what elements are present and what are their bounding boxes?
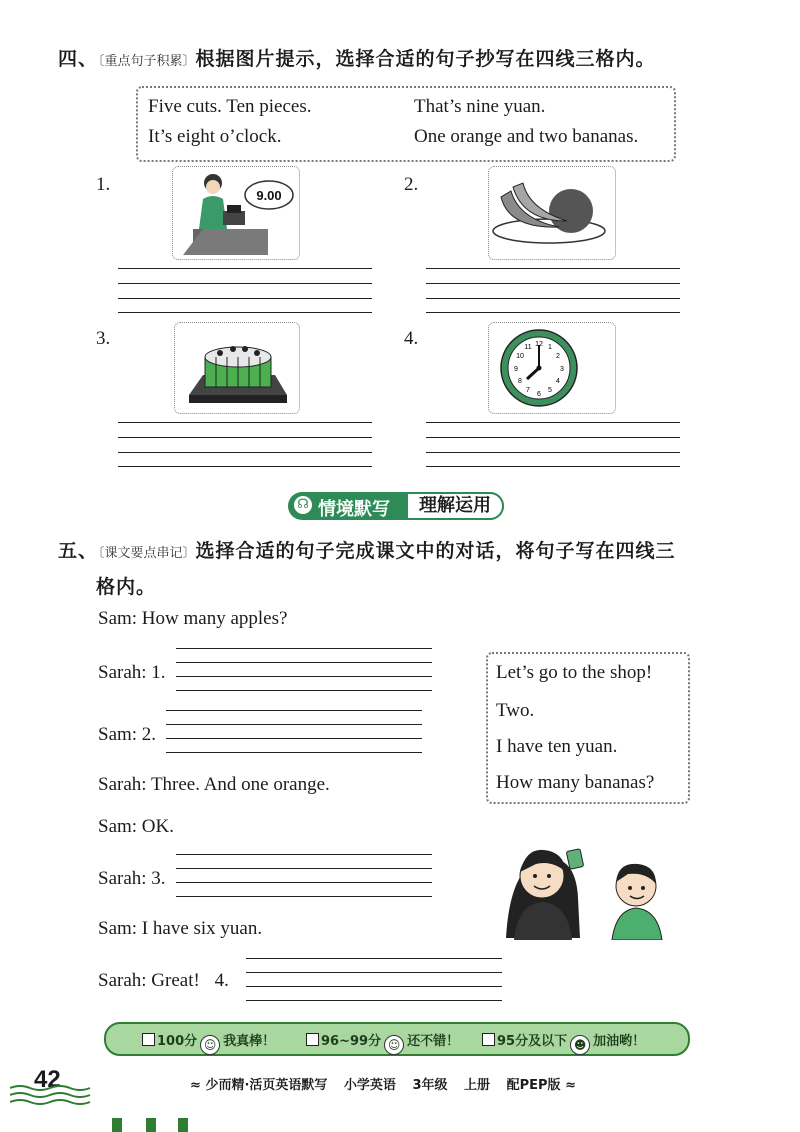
svg-text:9: 9 xyxy=(514,366,518,373)
svg-text:7: 7 xyxy=(526,387,530,394)
banner-left-text: 情境默写 xyxy=(318,499,390,520)
option-3: It’s eight o’clock. xyxy=(148,126,282,147)
edition: 配PEP版 xyxy=(506,1078,561,1093)
score-option-3[interactable] xyxy=(482,1030,645,1055)
dialogue-line-1: Sam: How many apples? xyxy=(98,608,288,629)
score-3-text: 加油哟！ xyxy=(593,1034,646,1049)
footer-info xyxy=(190,1074,576,1093)
score-checkbox-3[interactable] xyxy=(482,1033,495,1046)
binding-mark xyxy=(112,1118,122,1132)
dialogue-line-8-text: Sarah: Great! xyxy=(98,970,200,991)
dialogue-line-3: Sam: 2. xyxy=(98,724,157,745)
option-4: One orange and two bananas. xyxy=(414,126,639,147)
score-checkbox-1[interactable] xyxy=(142,1033,155,1046)
option-1: Five cuts. Ten pieces. xyxy=(148,96,312,117)
volume: 上册 xyxy=(464,1078,491,1093)
score-3-label: 95分及以下 xyxy=(497,1034,568,1049)
svg-text:4: 4 xyxy=(556,378,560,385)
item-4-number: 4. xyxy=(404,328,419,349)
page-number-block xyxy=(10,1066,96,1106)
section-banner xyxy=(288,492,504,520)
score-option-2[interactable] xyxy=(306,1030,459,1055)
item-4-picture xyxy=(488,322,616,414)
cheering-face-icon: ☻ xyxy=(570,1035,590,1055)
item-2-writing-lines[interactable] xyxy=(426,266,680,314)
binding-mark xyxy=(178,1118,188,1132)
svg-text:1: 1 xyxy=(548,344,552,351)
item-2-number: 2. xyxy=(404,174,419,195)
headphones-icon: ☊ xyxy=(294,496,312,514)
section5-prefix: 五、 xyxy=(58,540,99,562)
svg-text:5: 5 xyxy=(548,387,552,394)
svg-text:8: 8 xyxy=(518,378,522,385)
section5-tag: 〔课文要点串记〕 xyxy=(98,546,196,561)
score-1-text: 我真棒！ xyxy=(223,1034,276,1049)
subject: 小学英语 xyxy=(343,1078,396,1093)
vendor-register-icon xyxy=(173,167,299,259)
section4-instruction: 根据图片提示，选择合适的句子抄写在四线三格内。 xyxy=(195,48,656,70)
footer-wave-left: ≈ xyxy=(190,1078,201,1093)
clock-icon xyxy=(489,323,615,413)
svg-text:11: 11 xyxy=(524,344,532,351)
svg-text:10: 10 xyxy=(516,353,524,360)
footer-wave-right: ≈ xyxy=(565,1078,576,1093)
girl-and-boy-icon xyxy=(496,828,676,940)
score-checkbox-2[interactable] xyxy=(306,1033,319,1046)
score-2-label: 96~99分 xyxy=(321,1034,382,1049)
banner-right-text: 理解运用 xyxy=(406,492,504,520)
s5-option-3: I have ten yuan. xyxy=(496,736,618,757)
dialogue-line-8 xyxy=(98,970,229,992)
score-2-text: 还不错！ xyxy=(407,1034,460,1049)
cake-icon xyxy=(175,323,299,413)
section5-options-box xyxy=(486,652,690,804)
section4-tag: 〔重点句子积累〕 xyxy=(98,54,196,69)
answer-1-lines[interactable] xyxy=(176,646,432,692)
section5-instruction-2: 格内。 xyxy=(96,576,157,598)
svg-text:12: 12 xyxy=(535,341,543,348)
section4-heading xyxy=(58,44,656,71)
answer-2-lines[interactable] xyxy=(166,708,422,754)
item-3-number: 3. xyxy=(96,328,111,349)
dialogue-line-6: Sarah: 3. xyxy=(98,868,166,889)
grade: 3年级 xyxy=(412,1078,448,1093)
item-1-number: 1. xyxy=(96,174,111,195)
answer-3-lines[interactable] xyxy=(176,852,432,898)
s5-option-1: Let’s go to the shop! xyxy=(496,662,653,683)
laughing-face-icon: ☺ xyxy=(200,1035,220,1055)
book-title: 少而精·活页英语默写 xyxy=(205,1078,328,1093)
svg-text:2: 2 xyxy=(556,353,560,360)
dialogue-line-4: Sarah: Three. And one orange. xyxy=(98,774,330,795)
fruit-plate-icon xyxy=(489,167,615,259)
wave-lines-icon xyxy=(10,1082,96,1106)
score-bar xyxy=(104,1022,690,1056)
option-2: That’s nine yuan. xyxy=(414,96,546,117)
item-4-writing-lines[interactable] xyxy=(426,420,680,468)
section4-options-box xyxy=(136,86,676,162)
item-2-picture xyxy=(488,166,616,260)
item-1-writing-lines[interactable] xyxy=(118,266,372,314)
section4-prefix: 四、 xyxy=(58,48,99,70)
dialogue-line-8-number: 4. xyxy=(214,970,229,991)
dialogue-line-5: Sam: OK. xyxy=(98,816,174,837)
svg-text:3: 3 xyxy=(560,366,564,373)
svg-text:6: 6 xyxy=(537,391,541,398)
kids-illustration xyxy=(496,828,676,940)
item-1-picture xyxy=(172,166,300,260)
answer-4-lines[interactable] xyxy=(246,956,502,1002)
smiling-face-icon: ☺ xyxy=(384,1035,404,1055)
item-3-writing-lines[interactable] xyxy=(118,420,372,468)
section5-heading xyxy=(58,536,676,563)
s5-option-2: Two. xyxy=(496,700,535,721)
dialogue-line-7: Sam: I have six yuan. xyxy=(98,918,263,939)
page-number: 42 xyxy=(34,1066,61,1093)
section5-instruction-1: 选择合适的句子完成课文中的对话，将句子写在四线三 xyxy=(195,540,676,562)
item-3-picture xyxy=(174,322,300,414)
dialogue-line-2: Sarah: 1. xyxy=(98,662,166,683)
score-option-1[interactable] xyxy=(142,1030,275,1055)
binding-mark xyxy=(146,1118,156,1132)
s5-option-4: How many bananas? xyxy=(496,772,655,793)
price-tag-text: 9.00 xyxy=(256,188,282,203)
score-1-label: 100分 xyxy=(157,1034,198,1049)
